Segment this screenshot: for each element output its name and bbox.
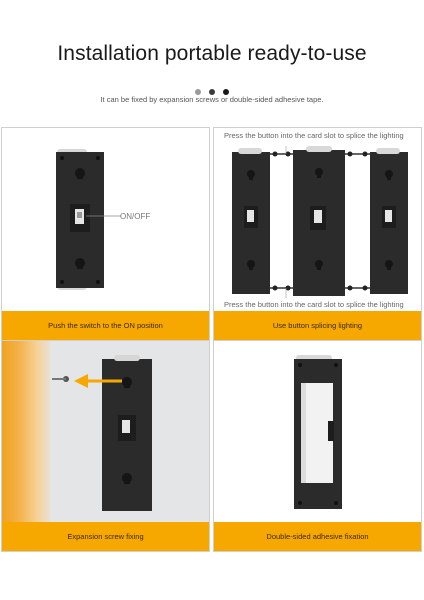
caption-bar: Push the switch to the ON position [2, 311, 209, 340]
panel-splicing [213, 127, 422, 341]
wall-light-glow [2, 341, 50, 523]
on-off-label: ON/OFF [120, 212, 151, 221]
caption-bar: Double-sided adhesive fixation [214, 522, 421, 551]
page-title: Installation portable ready-to-use [57, 42, 367, 65]
caption-bar: Expansion screw fixing [2, 522, 209, 551]
caption-bar: Use button splicing lighting [214, 311, 421, 340]
adhesive-tape-icon [276, 355, 366, 515]
annotation-top: Press the button into the card slot to splice the lighting [224, 131, 404, 140]
panel-expansion-screw [1, 340, 210, 552]
spliced-devices-icon [226, 142, 412, 304]
panel-switch-on [1, 127, 210, 341]
expansion-screw-icon [50, 355, 210, 515]
page-subtitle: It can be fixed by expansion screws or double-sided adhesive tape. [100, 95, 324, 104]
annotation-bottom: Press the button into the card slot to splice the lighting [224, 300, 404, 309]
panel-adhesive [213, 340, 422, 552]
